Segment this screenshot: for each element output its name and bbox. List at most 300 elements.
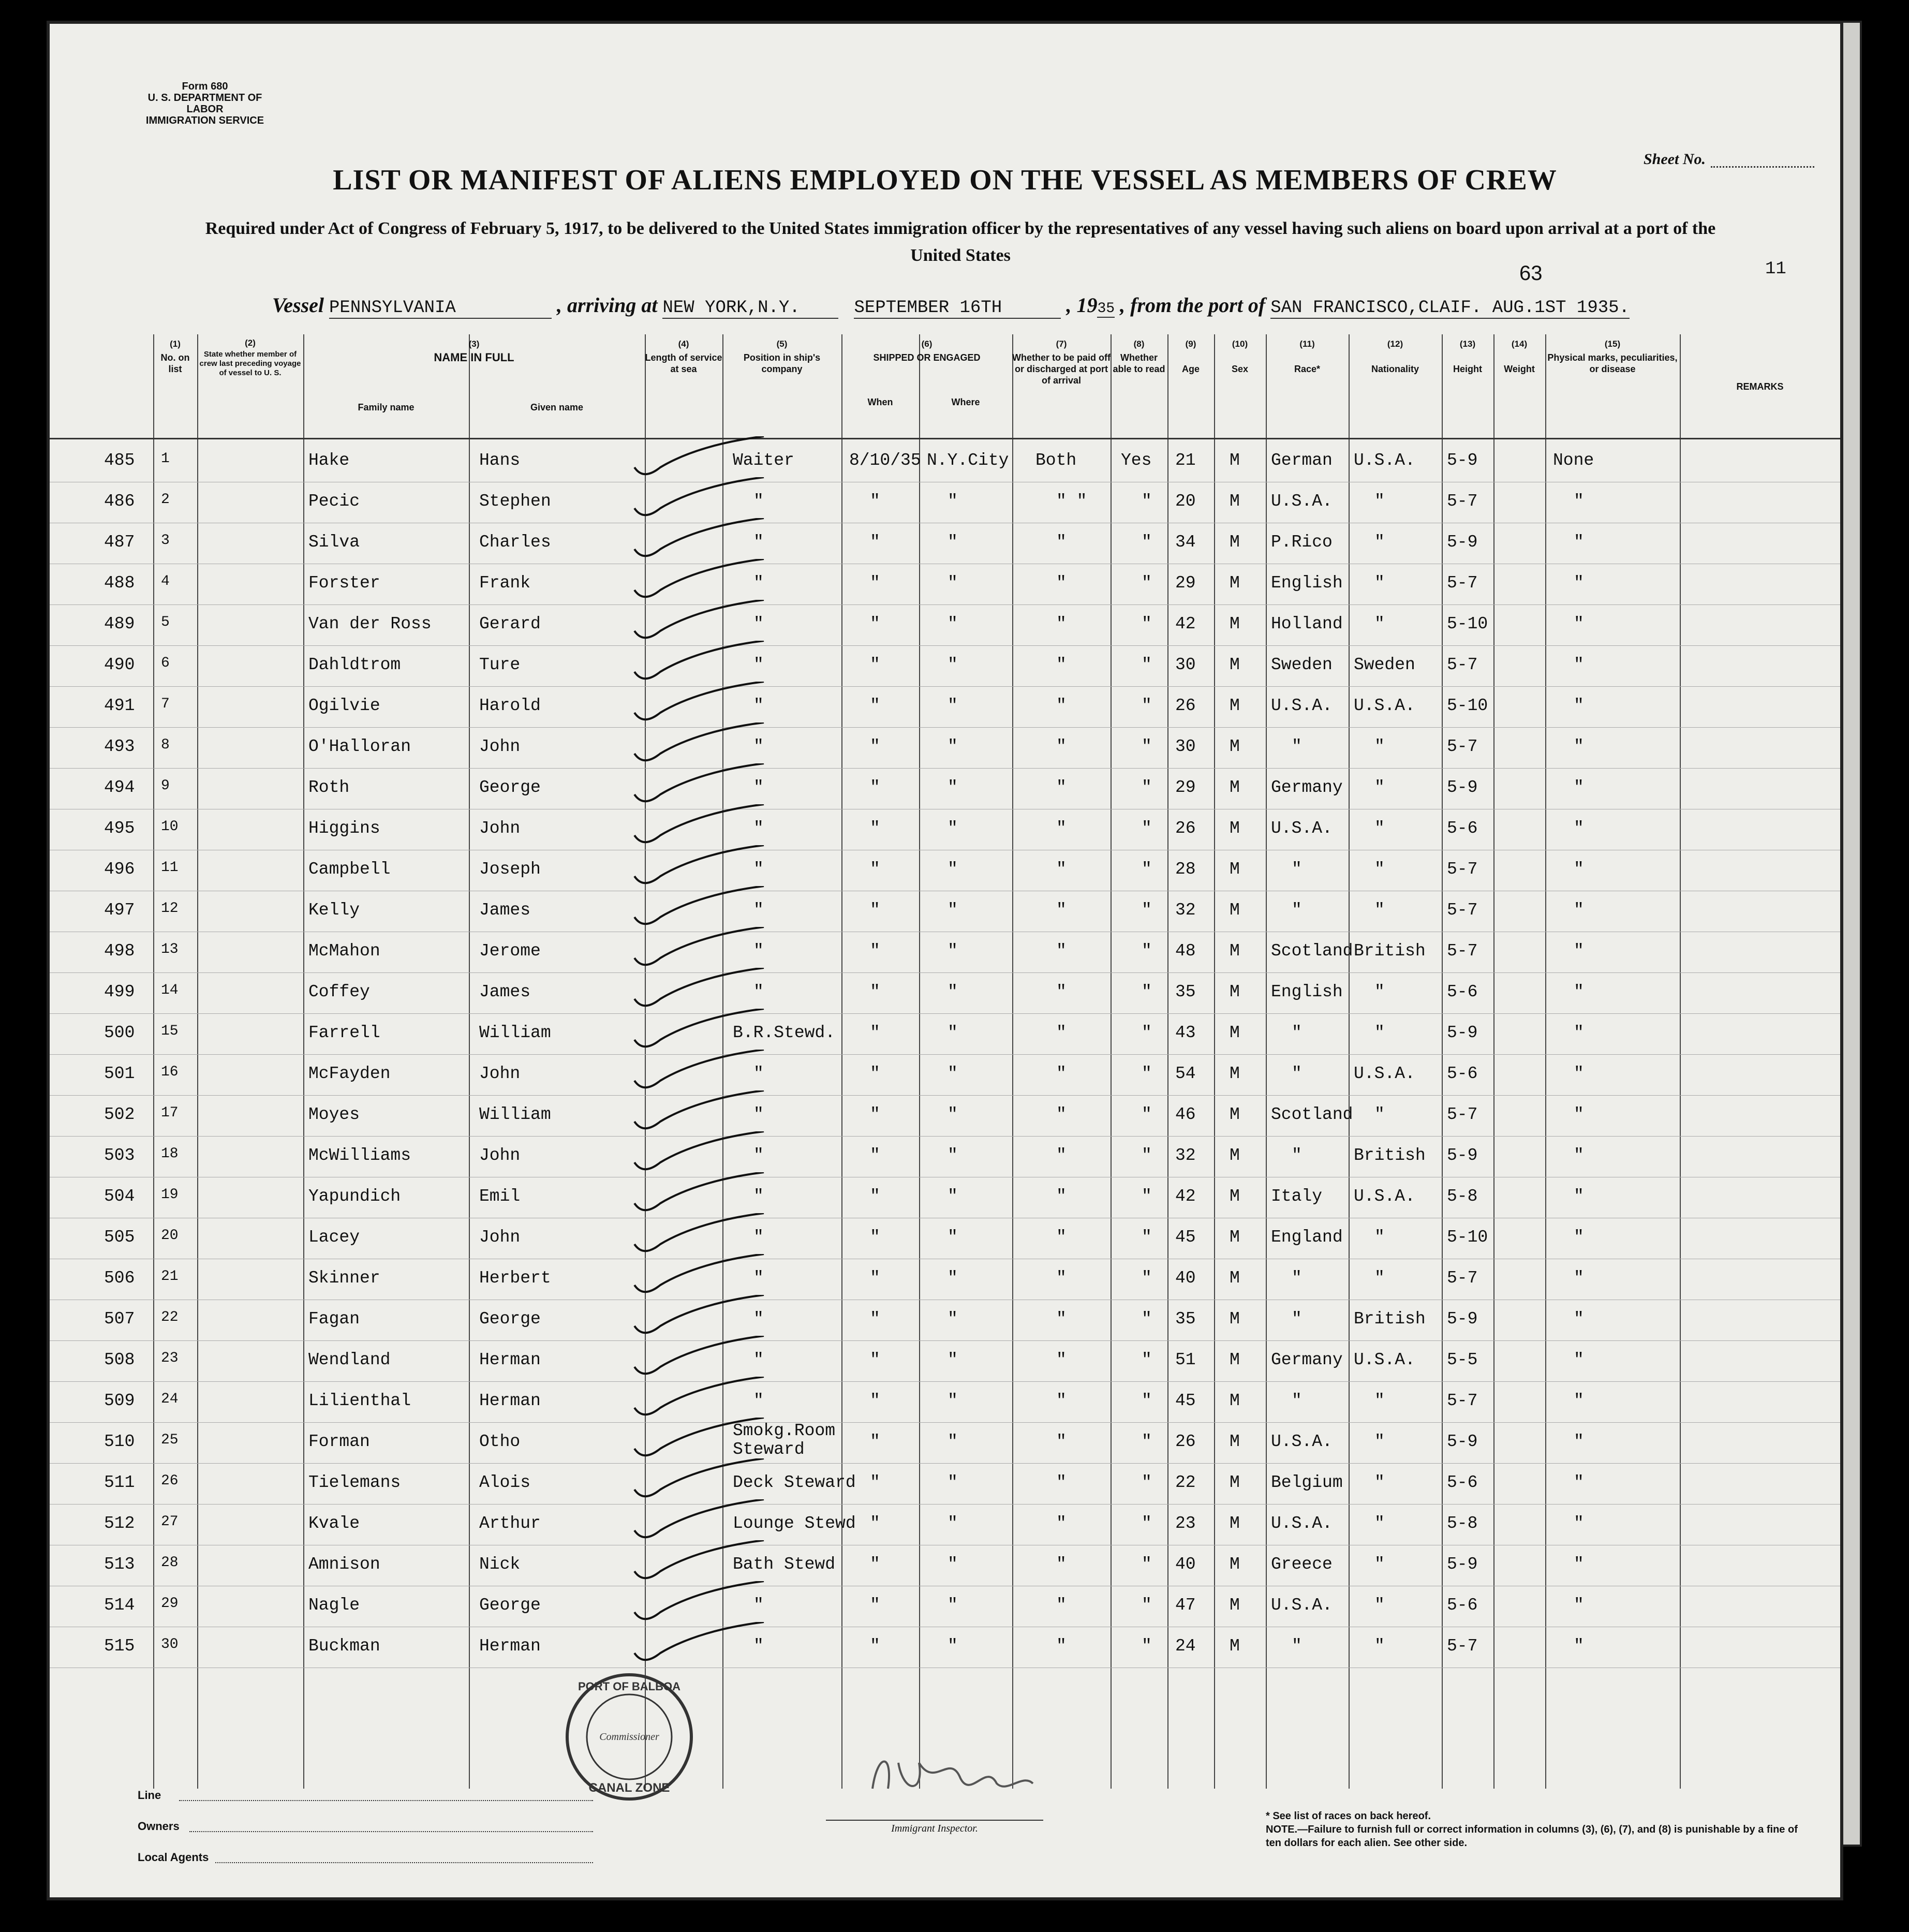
sex: M [1230,901,1240,920]
header-col-13: (13) Height [1453,339,1482,374]
able-to-read: " [1142,1146,1152,1165]
row-number: 18 [161,1146,179,1162]
family-name: Coffey [308,982,370,1001]
age: 35 [1175,982,1196,1001]
race: English [1271,573,1343,593]
sex: M [1230,819,1240,838]
paid-off: " [1056,778,1067,797]
height: 5-9 [1447,1309,1478,1329]
checkmark [629,1295,785,1336]
table-row [50,1550,1840,1591]
height: 5-9 [1447,778,1478,797]
manifest-ref-number: 513 [104,1555,135,1574]
height: 5-7 [1447,573,1478,593]
sex: M [1230,1555,1240,1574]
shipped-when: " [870,1432,880,1451]
family-name: Dahldtrom [308,655,401,674]
checkmark [629,682,785,723]
family-name: Buckman [308,1636,380,1656]
row-number: 21 [161,1269,179,1285]
height: 5-7 [1447,1636,1478,1656]
physical-marks: " [1574,655,1584,674]
family-name: Yapundich [308,1187,401,1206]
checkmark [629,1622,785,1663]
sex: M [1230,1350,1240,1369]
height: 5-10 [1447,1228,1488,1247]
family-name: Moyes [308,1105,360,1124]
table-row [50,1509,1840,1550]
table-row [50,1631,1840,1673]
manifest-ref-number: 512 [104,1514,135,1533]
nationality: U.S.A. [1354,451,1415,470]
manifest-ref-number: 509 [104,1391,135,1410]
checkmark [629,1458,785,1500]
age: 22 [1175,1473,1196,1492]
physical-marks: " [1574,860,1584,879]
header-col-4: (4) Length of service at sea [645,339,722,374]
crew-table [50,334,1840,1789]
manifest-sheet [47,21,1843,1900]
table-row [50,1018,1840,1059]
shipped-where: " [948,1473,958,1492]
sex: M [1230,1309,1240,1329]
age: 30 [1175,655,1196,674]
row-number: 8 [161,737,170,753]
position: " [753,941,764,961]
vessel-name: PENNSYLVANIA [329,298,552,319]
position: Waiter [733,451,794,470]
sex: M [1230,573,1240,593]
footnote-races: * See list of races on back hereof. [1266,1810,1431,1822]
table-row [50,773,1840,814]
physical-marks: " [1574,901,1584,920]
table-row [50,977,1840,1019]
able-to-read: " [1142,614,1152,633]
inspector-label: Immigrant Inspector. [826,1820,1043,1835]
physical-marks: " [1574,533,1584,552]
family-name: Wendland [308,1350,391,1369]
given-name: Gerard [479,614,541,633]
race: U.S.A. [1271,819,1333,838]
shipped-where: " [948,533,958,552]
local-agents-field [215,1862,593,1863]
sex: M [1230,696,1240,715]
header-remarks: REMARKS [1736,381,1784,392]
manifest-ref-number: 514 [104,1596,135,1615]
shipped-where: " [948,1269,958,1288]
physical-marks: " [1574,1473,1584,1492]
paid-off: " [1056,696,1067,715]
manifest-ref-number: 489 [104,614,135,633]
shipped-where: " [948,1146,958,1165]
able-to-read: " [1142,655,1152,674]
family-name: Silva [308,533,360,552]
sex: M [1230,1105,1240,1124]
height: 5-7 [1447,1391,1478,1410]
year-prefix: , 19 [1066,293,1098,317]
row-number: 25 [161,1432,179,1448]
paid-off: " [1056,737,1067,756]
nationality: " [1374,1636,1385,1656]
row-number: 9 [161,778,170,794]
physical-marks: " [1574,614,1584,633]
position: " [753,1636,764,1656]
shipped-when: " [870,737,880,756]
form-tag [138,81,272,126]
paid-off: " [1056,1473,1067,1492]
checkmark [629,1172,785,1214]
paid-off: " [1056,819,1067,838]
page-subtitle: Required under Act of Congress of February 5, 1917, to be delivered to the United States immigration officer by the representatives of any vessel having such aliens on board upon arrival at a port of the United States [205,219,1716,265]
paid-off: " [1056,1432,1067,1451]
able-to-read: " [1142,1350,1152,1369]
given-name: Arthur [479,1514,541,1533]
age: 42 [1175,614,1196,633]
manifest-ref-number: 494 [104,778,135,797]
paid-off: " [1056,1555,1067,1574]
header-col-8: (8) Whether able to read [1113,339,1165,374]
race: " [1292,1064,1302,1083]
from-port: SAN FRANCISCO,CLAIF. AUG.1ST 1935. [1270,298,1630,318]
able-to-read: " [1142,778,1152,797]
checkmark [629,1418,785,1459]
family-name: Forster [308,573,380,593]
shipped-when: " [870,1514,880,1533]
sex: M [1230,778,1240,797]
physical-marks: " [1574,696,1584,715]
shipped-where: " [948,1636,958,1656]
shipped-where: " [948,614,958,633]
line-field [179,1800,593,1801]
handwritten-sheet-mark: 11 [1765,259,1786,279]
race: Greece [1271,1555,1333,1574]
physical-marks: " [1574,1146,1584,1165]
physical-marks: " [1574,1228,1584,1247]
owners-label: Owners [138,1820,180,1833]
manifest-ref-number: 490 [104,655,135,674]
able-to-read: " [1142,941,1152,961]
header-col-1: (1) No. on list [160,339,190,374]
nationality: U.S.A. [1354,1064,1415,1083]
table-row [50,691,1840,732]
given-name: George [479,1596,541,1615]
paid-off: " [1056,941,1067,961]
nationality: " [1374,1555,1385,1574]
family-name: McFayden [308,1064,391,1083]
position: " [753,1187,764,1206]
height: 5-9 [1447,1023,1478,1042]
nationality: " [1374,1228,1385,1247]
row-number: 24 [161,1391,179,1407]
shipped-when: " [870,573,880,593]
family-name: Van der Ross [308,614,432,633]
given-name: Charles [479,533,551,552]
able-to-read: " [1142,696,1152,715]
position: " [753,1391,764,1410]
checkmark [629,927,785,968]
table-row [50,1263,1840,1305]
given-name: Nick [479,1555,521,1574]
age: 23 [1175,1514,1196,1533]
checkmark [629,722,785,764]
shipped-when: 8/10/35 [849,451,921,470]
able-to-read: Yes [1121,451,1152,470]
race: Germany [1271,1350,1343,1369]
age: 46 [1175,1105,1196,1124]
checkmark [629,1131,785,1173]
table-row [50,732,1840,773]
nationality: U.S.A. [1354,1187,1415,1206]
height: 5-6 [1447,819,1478,838]
table-row [50,814,1840,855]
checkmark [629,559,785,600]
checkmark [629,845,785,887]
checkmark [629,436,785,478]
physical-marks: " [1574,778,1584,797]
table-row [50,446,1840,487]
physical-marks: " [1574,1555,1584,1574]
shipped-where: " [948,1105,958,1124]
shipped-where: " [948,1228,958,1247]
position: Bath Stewd [733,1555,836,1574]
form-department: U. S. DEPARTMENT OF LABOR [147,92,262,115]
manifest-ref-number: 493 [104,737,135,756]
position: " [753,1350,764,1369]
able-to-read: " [1142,492,1152,511]
position: " [753,614,764,633]
checkmark [629,886,785,927]
physical-marks: " [1574,573,1584,593]
position: B.R.Stewd. [733,1023,836,1042]
header-col-5: (5) Position in ship's company [743,339,821,374]
position: " [753,982,764,1001]
shipped-when: " [870,1636,880,1656]
row-number: 20 [161,1228,179,1244]
position: " [753,1146,764,1165]
paid-off: " [1056,1023,1067,1042]
position: " [753,1105,764,1124]
age: 24 [1175,1636,1196,1656]
inspector-signature [857,1742,1043,1804]
physical-marks: " [1574,1309,1584,1329]
given-name: Alois [479,1473,531,1492]
row-number: 22 [161,1309,179,1325]
age: 28 [1175,860,1196,879]
nationality: Sweden [1354,655,1415,674]
nationality: " [1374,1023,1385,1042]
given-name: John [479,819,521,838]
table-row [50,1468,1840,1509]
shipped-where: " [948,655,958,674]
able-to-read: " [1142,1514,1152,1533]
given-name: Hans [479,451,521,470]
header-col-9: (9) Age [1181,339,1200,374]
age: 51 [1175,1350,1196,1369]
physical-marks: " [1574,982,1584,1001]
checkmark [629,1540,785,1582]
header-col-3: (3) NAME IN FULL Family name Given name [303,334,645,438]
table-row [50,650,1840,691]
sex: M [1230,655,1240,674]
checkmark [629,641,785,682]
family-name: Skinner [308,1269,380,1288]
position: Smokg.Room Steward [733,1421,836,1459]
shipped-where: " [948,1023,958,1042]
manifest-ref-number: 491 [104,696,135,715]
table-row [50,568,1840,610]
checkmark [629,804,785,846]
paid-off: " [1056,614,1067,633]
age: 45 [1175,1391,1196,1410]
table-row [50,1386,1840,1427]
age: 48 [1175,941,1196,961]
table-row [50,609,1840,651]
arrival-date: SEPTEMBER 16TH [854,298,1061,319]
age: 42 [1175,1187,1196,1206]
able-to-read: " [1142,533,1152,552]
paid-off: " [1056,1309,1067,1329]
family-name: Lacey [308,1228,360,1247]
able-to-read: " [1142,573,1152,593]
header-col-7: (7) Whether to be paid off or discharged at port of arrival [1012,339,1111,386]
race: U.S.A. [1271,1514,1333,1533]
age: 29 [1175,778,1196,797]
header-col-12: (12) Nationality [1371,339,1419,374]
shipped-when: " [870,819,880,838]
paid-off: " [1056,1187,1067,1206]
able-to-read: " [1142,1555,1152,1574]
row-number: 30 [161,1636,179,1653]
age: 40 [1175,1269,1196,1288]
shipped-where: " [948,1514,958,1533]
nationality: " [1374,573,1385,593]
given-name: Herman [479,1350,541,1369]
checkmark [629,1213,785,1255]
height: 5-8 [1447,1187,1478,1206]
shipped-when: " [870,1269,880,1288]
physical-marks: " [1574,819,1584,838]
shipped-when: " [870,533,880,552]
row-number: 5 [161,614,170,630]
given-name: William [479,1105,551,1124]
race: U.S.A. [1271,696,1333,715]
able-to-read: " [1142,1064,1152,1083]
arriving-port: NEW YORK,N.Y. [662,298,838,319]
position: " [753,901,764,920]
shipped-when: " [870,1350,880,1369]
handwritten-page-count: 63 [1519,262,1543,285]
table-row [50,1182,1840,1223]
shipped-where: " [948,1596,958,1615]
given-name: James [479,982,531,1001]
sheet-no-label: Sheet No. [1644,151,1706,168]
header-col-2: (2) State whether member of crew last preceding voyage of vessel to U. S. [199,338,301,377]
paid-off: " [1056,1064,1067,1083]
given-name: Herman [479,1391,541,1410]
table-row [50,1345,1840,1387]
shipped-when: " [870,1187,880,1206]
paid-off: " [1056,1391,1067,1410]
checkmark [629,1050,785,1091]
page-title: LIST OR MANIFEST OF ALIENS EMPLOYED ON THE VESSEL AS MEMBERS OF CREW [333,164,1557,196]
line-label: Line [138,1789,161,1802]
sex: M [1230,1391,1240,1410]
physical-marks: " [1574,1350,1584,1369]
position: " [753,1269,764,1288]
from-label: , from the port of [1120,293,1266,317]
stamp-center-text: Commissioner [599,1731,659,1743]
given-name: John [479,1064,521,1083]
shipped-where: " [948,1391,958,1410]
paid-off: " [1056,1636,1067,1656]
shipped-when: " [870,901,880,920]
able-to-read: " [1142,1309,1152,1329]
shipped-where: N.Y.City [927,451,1009,470]
row-number: 1 [161,451,170,467]
nationality: " [1374,1105,1385,1124]
nationality: " [1374,533,1385,552]
sex: M [1230,1146,1240,1165]
manifest-ref-number: 500 [104,1023,135,1042]
family-name: Fagan [308,1309,360,1329]
sex: M [1230,1064,1240,1083]
table-row [50,1222,1840,1264]
given-name: Herman [479,1636,541,1656]
shipped-when: " [870,860,880,879]
form-number: Form 680 [182,81,228,92]
sex: M [1230,1596,1240,1615]
table-row [50,1421,1840,1468]
row-number: 7 [161,696,170,712]
physical-marks: " [1574,1514,1584,1533]
height: 5-7 [1447,1105,1478,1124]
manifest-ref-number: 511 [104,1473,135,1492]
stamp-top-text: PORT OF BALBOA [578,1680,680,1693]
shipped-when: " [870,1555,880,1574]
race: Germany [1271,778,1343,797]
shipped-when: " [870,1228,880,1247]
physical-marks: " [1574,1636,1584,1656]
header-family-name: Family name [358,402,415,412]
given-name: John [479,1228,521,1247]
paid-off: " [1056,860,1067,879]
given-name: Joseph [479,860,541,879]
position: " [753,737,764,756]
height: 5-7 [1447,492,1478,511]
able-to-read: " [1142,1432,1152,1451]
given-name: William [479,1023,551,1042]
physical-marks: " [1574,1064,1584,1083]
height: 5-7 [1447,737,1478,756]
race: " [1292,901,1302,920]
shipped-where: " [948,941,958,961]
position: " [753,696,764,715]
given-name: George [479,778,541,797]
height: 5-9 [1447,533,1478,552]
manifest-ref-number: 504 [104,1187,135,1206]
shipped-when: " [870,1146,880,1165]
age: 30 [1175,737,1196,756]
sex: M [1230,1023,1240,1042]
race: Holland [1271,614,1343,633]
row-number: 6 [161,655,170,671]
position: " [753,860,764,879]
race: U.S.A. [1271,1432,1333,1451]
age: 32 [1175,901,1196,920]
sex: M [1230,860,1240,879]
paid-off: " [1056,655,1067,674]
physical-marks: " [1574,1023,1584,1042]
